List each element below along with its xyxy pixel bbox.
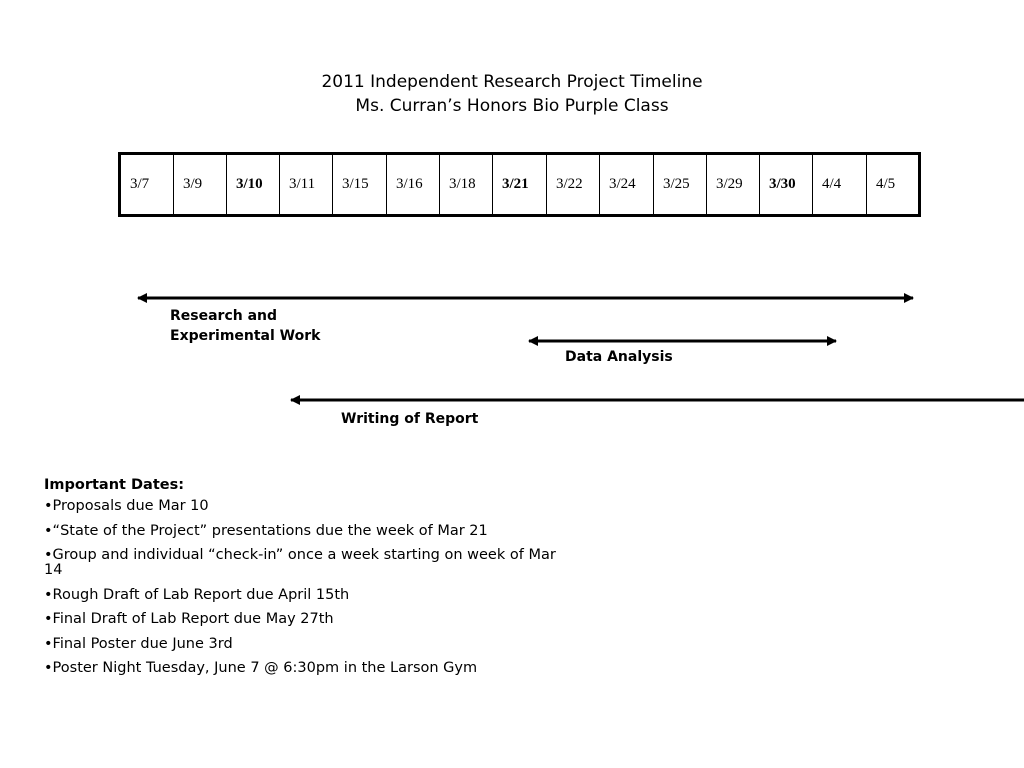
important-dates-heading: Important Dates: (44, 477, 185, 493)
date-cell: 3/21 (493, 154, 547, 216)
date-cell: 3/22 (547, 154, 600, 216)
research-label: Research and Experimental Work (170, 308, 321, 344)
date-cell: 3/11 (280, 154, 333, 216)
date-cell: 3/18 (440, 154, 493, 216)
date-cell: 4/4 (813, 154, 867, 216)
date-cell: 3/10 (227, 154, 280, 216)
date-cell: 3/9 (174, 154, 227, 216)
date-cell: 3/30 (760, 154, 813, 216)
date-cell: 3/29 (707, 154, 760, 216)
page-title: 2011 Independent Research Project Timeline (321, 72, 703, 92)
important-dates (44, 475, 574, 686)
date-cell: 3/16 (387, 154, 440, 216)
date-cell: 3/7 (120, 154, 174, 216)
date-cell: 4/5 (867, 154, 920, 216)
list-item: •Proposals due Mar 10 (44, 498, 209, 514)
page-subtitle: Ms. Curran’s Honors Bio Purple Class (355, 96, 669, 116)
list-item: •Group and individual “check-in” once a week starting on week of Mar 14 (44, 547, 556, 578)
list-item: •Poster Night Tuesday, June 7 @ 6:30pm in the Larson Gym (44, 660, 478, 676)
date-cell: 3/25 (654, 154, 707, 216)
list-item: •Final Poster due June 3rd (44, 635, 233, 652)
list-item: •Rough Draft of Lab Report due April 15th (44, 586, 350, 603)
writing-label: Writing of Report (341, 411, 479, 427)
list-item: •“State of the Project” presentations due the week of Mar 21 (44, 522, 488, 539)
date-cell: 3/24 (600, 154, 654, 216)
date-cell: 3/15 (333, 154, 387, 216)
list-item: •Final Draft of Lab Report due May 27th (44, 611, 334, 627)
data-analysis-label: Data Analysis (565, 349, 673, 365)
